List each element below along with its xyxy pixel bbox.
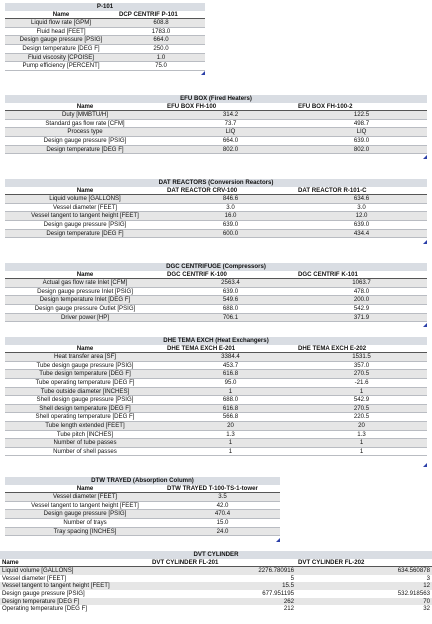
row-value: 262	[150, 598, 296, 606]
column-header-name: Name	[5, 103, 165, 111]
table-dhe	[5, 337, 427, 456]
row-label: Design gauge pressure [PSIG]	[5, 36, 117, 45]
table-row	[5, 510, 280, 519]
column-header-name: Name	[5, 271, 165, 279]
column-header-equipment: DAT REACTOR R-101-C	[296, 187, 427, 195]
row-value: 634.6	[296, 195, 427, 204]
table-row	[5, 353, 427, 362]
row-value: 314.2	[165, 111, 296, 120]
column-header-equipment: DAT REACTOR CRV-100	[165, 187, 296, 195]
table-row	[5, 361, 427, 370]
row-label: Liquid volume [GALLONS]	[5, 195, 165, 204]
resize-corner-marker	[423, 323, 427, 327]
row-value: 542.9	[296, 396, 427, 405]
row-label: Vessel tangent to tangent height [FEET]	[5, 212, 165, 221]
row-value: 616.8	[165, 404, 296, 413]
table-row	[5, 229, 427, 238]
row-value: 802.0	[296, 145, 427, 154]
row-label: Tube length extended [FEET]	[5, 421, 165, 430]
table-row	[5, 119, 427, 128]
table-row	[5, 62, 205, 71]
table-row	[5, 501, 280, 510]
row-label: Tray spacing [INCHES]	[5, 527, 165, 536]
table-row	[5, 287, 427, 296]
row-value: 453.7	[165, 361, 296, 370]
table-row	[5, 404, 427, 413]
table-row	[0, 582, 432, 590]
row-value: 15.0	[165, 518, 280, 527]
row-label: Shell design gauge pressure [PSIG]	[5, 396, 165, 405]
column-header-equipment: EFU BOX FH-100	[165, 103, 296, 111]
row-value: 1	[296, 387, 427, 396]
row-value: 688.0	[165, 304, 296, 313]
row-value: 200.0	[296, 296, 427, 305]
table-title: DVT CYLINDER	[0, 551, 432, 559]
row-value: 1	[296, 439, 427, 448]
table-row	[5, 378, 427, 387]
row-label: Pump efficiency [PERCENT]	[5, 62, 117, 71]
row-label: Tube pitch [INCHES]	[5, 430, 165, 439]
table-dat	[5, 179, 427, 238]
row-label: Liquid volume [GALLONS]	[0, 567, 150, 575]
row-value: 220.5	[296, 413, 427, 422]
row-value: 3.0	[296, 203, 427, 212]
row-value: 270.5	[296, 404, 427, 413]
row-value: 42.0	[165, 501, 280, 510]
resize-corner-marker	[201, 71, 205, 75]
row-value: 498.7	[296, 119, 427, 128]
table-row	[5, 203, 427, 212]
row-value: 1.0	[117, 53, 205, 62]
table-row	[5, 111, 427, 120]
column-header-equipment: DHE TEMA EXCH E-202	[296, 345, 427, 353]
table-p101	[5, 3, 205, 71]
row-value: 1	[165, 447, 296, 456]
row-value: 24.0	[165, 527, 280, 536]
table-row	[5, 518, 280, 527]
row-label: Design gauge pressure [PSIG]	[5, 510, 165, 519]
row-value: 532.918563	[397, 589, 430, 597]
table-title: P-101	[5, 3, 205, 11]
row-label: Fluid head [FEET]	[5, 27, 117, 36]
row-value: 470.4	[165, 510, 280, 519]
row-label: Actual gas flow rate Inlet [CFM]	[5, 279, 165, 288]
row-value: 542.9	[296, 304, 427, 313]
table-row	[5, 212, 427, 221]
table-row	[0, 575, 432, 583]
column-header-name: Name	[5, 345, 165, 353]
row-value: 5	[290, 574, 294, 582]
row-value: 608.8	[117, 19, 205, 28]
row-value: 70	[296, 598, 432, 606]
row-label: Tube operating temperature [DEG F]	[5, 378, 165, 387]
table-dvt	[0, 551, 432, 613]
row-value: 1.3	[165, 430, 296, 439]
table-title: DGC CENTRIFUGE (Compressors)	[5, 263, 427, 271]
row-label: Process type	[5, 128, 165, 137]
row-label: Design gauge pressure [PSIG]	[5, 136, 165, 145]
row-value: 16.0	[165, 212, 296, 221]
row-label: Operating temperature [DEG F]	[2, 605, 88, 613]
resize-corner-marker	[423, 240, 427, 244]
row-value: 3	[426, 574, 430, 582]
table-row	[5, 447, 427, 456]
column-header-name: Name	[5, 485, 165, 493]
row-value: 2276.780916	[150, 567, 296, 575]
table-row	[5, 195, 427, 204]
row-value: 15.5	[150, 582, 296, 590]
table-row	[5, 396, 427, 405]
table-row	[5, 296, 427, 305]
row-label: Vessel diameter [FEET]	[5, 493, 165, 502]
table-row	[5, 53, 205, 62]
table-row	[5, 145, 427, 154]
table-row	[0, 590, 432, 598]
row-label: Design gauge pressure Inlet [PSIG]	[5, 287, 165, 296]
table-dgc	[5, 263, 427, 322]
row-label: Design gauge pressure Outlet [PSIG]	[5, 304, 165, 313]
row-value: 1531.5	[296, 353, 427, 362]
row-value: 12	[296, 582, 432, 590]
row-label: Number of shell passes	[5, 447, 165, 456]
row-value: LIQ	[165, 128, 296, 137]
row-label: Vessel tangent to tangent height [FEET]	[5, 501, 165, 510]
resize-corner-marker	[276, 538, 280, 542]
row-label: Design temperature Inlet [DEG F]	[5, 296, 165, 305]
column-header-name: Name	[5, 11, 117, 19]
row-value: 357.0	[296, 361, 427, 370]
row-value: -21.6	[296, 378, 427, 387]
row-value: 95.0	[165, 378, 296, 387]
row-value: 478.0	[296, 287, 427, 296]
row-value: 688.0	[165, 396, 296, 405]
row-value: 3.5	[165, 493, 280, 502]
table-row	[5, 279, 427, 288]
row-value: 566.8	[165, 413, 296, 422]
row-value: 32	[423, 605, 430, 613]
row-value: 639.0	[296, 220, 427, 229]
row-label: Design temperature [DEG F]	[5, 145, 165, 154]
row-value: 639.0	[165, 220, 296, 229]
row-label: Standard gas flow rate [CFM]	[5, 119, 165, 128]
row-label: Liquid flow rate [GPM]	[5, 19, 117, 28]
row-label: Vessel diameter [FEET]	[5, 203, 165, 212]
row-value: 212	[283, 605, 294, 613]
row-label: Number of tube passes	[5, 439, 165, 448]
column-header-equipment: DVT CYLINDER FL-201	[150, 559, 296, 567]
table-row	[5, 313, 427, 322]
table-row	[5, 36, 205, 45]
row-value: 600.0	[165, 229, 296, 238]
row-value: 73.7	[165, 119, 296, 128]
column-header-equipment: DGC CENTRIF K-100	[165, 271, 296, 279]
row-value: 1783.0	[117, 27, 205, 36]
row-label: Fluid viscosity [CPOISE]	[5, 53, 117, 62]
row-value: 3384.4	[165, 353, 296, 362]
row-value: 1.3	[296, 430, 427, 439]
table-row	[5, 439, 427, 448]
row-label: Tube design temperature [DEG F]	[5, 370, 165, 379]
table-row	[5, 387, 427, 396]
row-value: 1	[165, 387, 296, 396]
row-value: 616.8	[165, 370, 296, 379]
row-label: Shell operating temperature [DEG F]	[5, 413, 165, 422]
row-value: LIQ	[296, 128, 427, 137]
row-value: 634.560878	[296, 567, 432, 575]
row-value: 1	[165, 439, 296, 448]
table-row	[0, 567, 432, 575]
row-label: Tube design gauge pressure [PSIG]	[5, 361, 165, 370]
table-row	[5, 44, 205, 53]
column-header-equipment: DHE TEMA EXCH E-201	[165, 345, 296, 353]
row-value: 846.6	[165, 195, 296, 204]
row-label: Vessel diameter [FEET]	[2, 574, 67, 582]
resize-corner-marker	[423, 155, 427, 159]
row-value: 434.4	[296, 229, 427, 238]
row-label: Heat transfer area [SF]	[5, 353, 165, 362]
table-row	[5, 370, 427, 379]
row-label: Number of trays	[5, 518, 165, 527]
row-label: Design gauge pressure [PSIG]	[5, 220, 165, 229]
row-value: 2563.4	[165, 279, 296, 288]
table-row	[5, 304, 427, 313]
row-value: 639.0	[165, 287, 296, 296]
table-row	[5, 19, 205, 28]
row-label: Design temperature [DEG F]	[5, 44, 117, 53]
row-label: Driver power [HP]	[5, 313, 165, 322]
table-row	[5, 493, 280, 502]
row-value: 664.0	[117, 36, 205, 45]
row-value: 1	[296, 447, 427, 456]
table-row	[0, 605, 432, 613]
table-row	[5, 136, 427, 145]
table-row	[5, 27, 205, 36]
row-value: 270.5	[296, 370, 427, 379]
row-value: 3.0	[165, 203, 296, 212]
table-dtw	[5, 477, 280, 536]
row-value: 20	[165, 421, 296, 430]
table-row	[5, 413, 427, 422]
row-value: 706.1	[165, 313, 296, 322]
column-header-equipment: DGC CENTRIF K-101	[296, 271, 427, 279]
table-row	[5, 220, 427, 229]
column-header-name: Name	[5, 187, 165, 195]
row-label: Vessel tangent to tangent height [FEET]	[0, 582, 150, 590]
table-title: DTW TRAYED (Absorption Column)	[5, 477, 280, 485]
row-label: Design temperature [DEG F]	[5, 229, 165, 238]
column-header-equipment: DCP CENTRIF P-101	[117, 11, 205, 19]
row-value: 75.0	[117, 62, 205, 71]
table-row	[5, 421, 427, 430]
row-value: 664.0	[165, 136, 296, 145]
row-value: 122.5	[296, 111, 427, 120]
table-title: EFU BOX (Fired Heaters)	[5, 95, 427, 103]
table-title: DAT REACTORS (Conversion Reactors)	[5, 179, 427, 187]
resize-corner-marker	[423, 463, 427, 467]
row-value: 20	[296, 421, 427, 430]
table-row	[5, 527, 280, 536]
column-header-equipment: DVT CYLINDER FL-202	[296, 559, 432, 567]
row-label: Duty [MMBTU/H]	[5, 111, 165, 120]
row-value: 250.0	[117, 44, 205, 53]
row-label: Design gauge pressure [PSIG]	[2, 589, 85, 597]
table-title: DHE TEMA EXCH (Heat Exchangers)	[5, 337, 427, 345]
table-row	[0, 598, 432, 606]
row-label: Design temperature [DEG F]	[0, 598, 150, 606]
row-value: 12.0	[296, 212, 427, 221]
row-label: Tube outside diameter [INCHES]	[5, 387, 165, 396]
row-value: 802.0	[165, 145, 296, 154]
row-value: 677.951195	[262, 589, 294, 597]
row-value: 639.0	[296, 136, 427, 145]
table-row	[5, 128, 427, 137]
row-value: 371.9	[296, 313, 427, 322]
column-header-name: Name	[0, 559, 150, 567]
column-header-equipment: DTW TRAYED T-100-TS-1-tower	[165, 485, 280, 493]
row-value: 1063.7	[296, 279, 427, 288]
table-row	[5, 430, 427, 439]
column-header-equipment: EFU BOX FH-100-2	[296, 103, 427, 111]
row-value: 549.6	[165, 296, 296, 305]
table-efu	[5, 95, 427, 154]
row-label: Shell design temperature [DEG F]	[5, 404, 165, 413]
